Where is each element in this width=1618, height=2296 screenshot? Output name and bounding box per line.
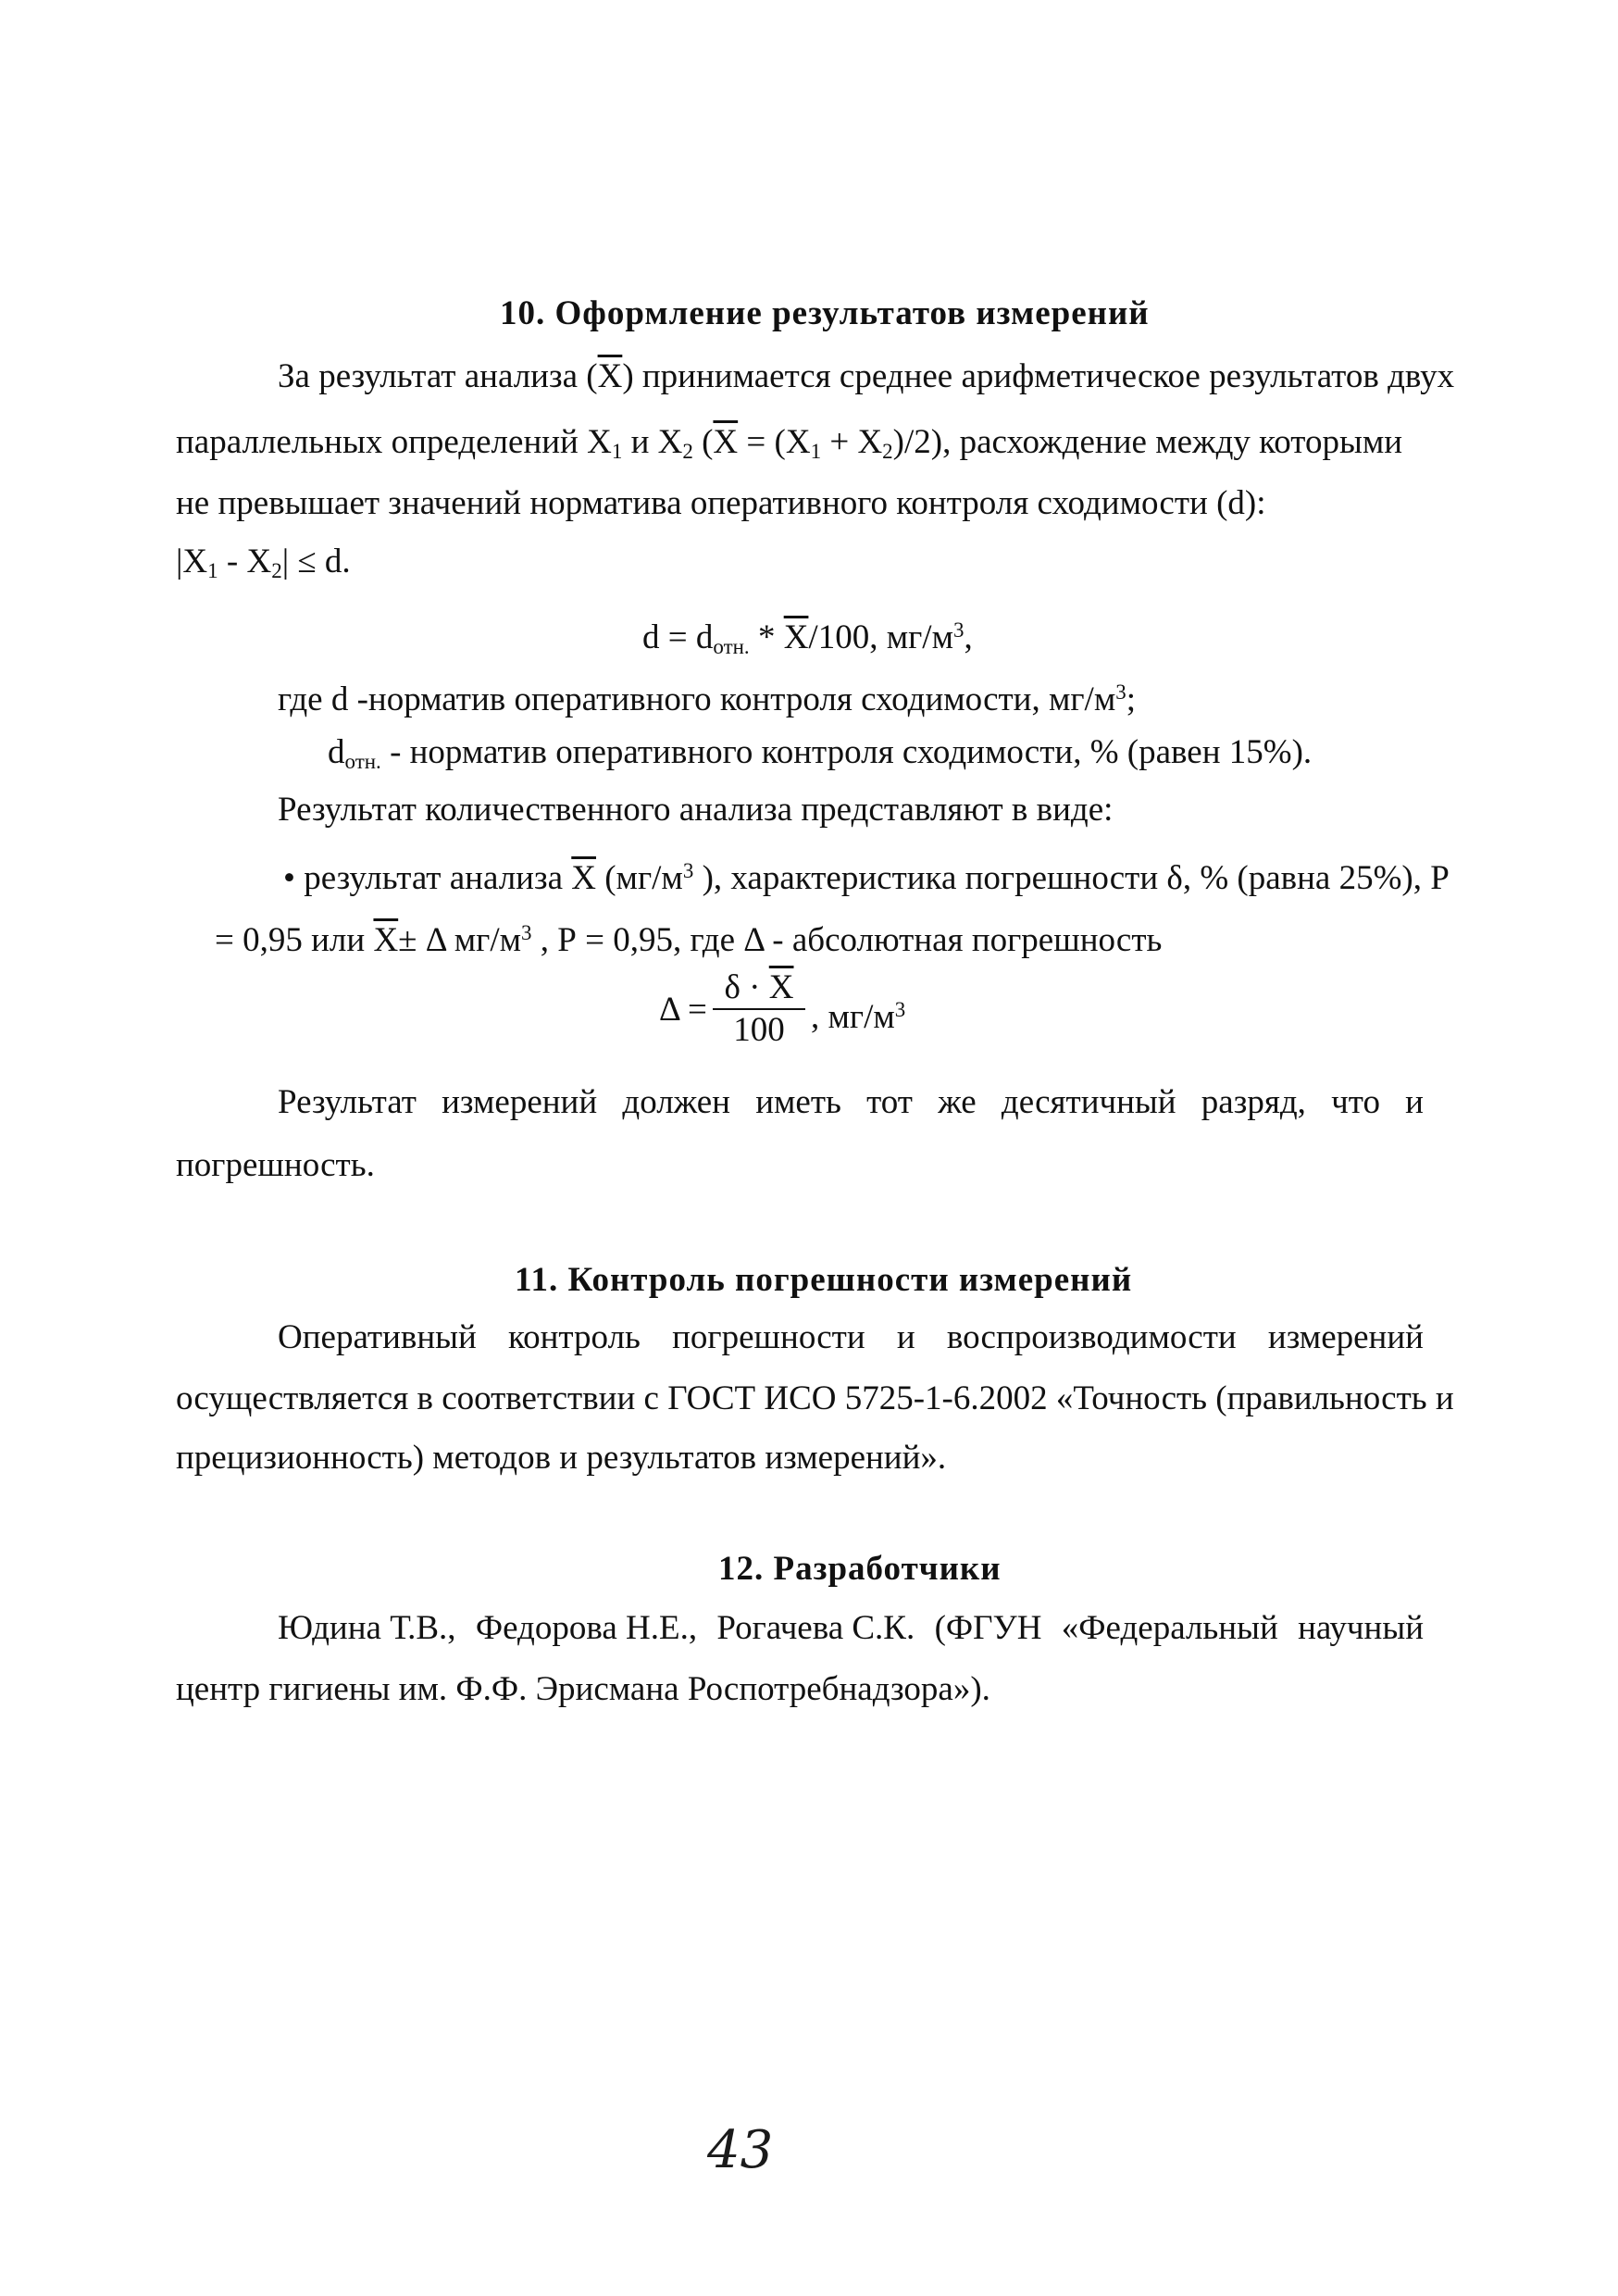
s11-line-1: Оперативный контроль погрешности и воспроизводимости измерений bbox=[278, 1318, 1424, 1356]
s11-line-2: осуществляется в соответствии с ГОСТ ИСО 5725-1-6.2002 «Точность (правильность и bbox=[176, 1379, 1454, 1417]
fraction-numerator: $\delta \cdot \overline{X}$ bbox=[713, 967, 805, 1010]
section-12-title: 12. Разработчики bbox=[718, 1550, 1002, 1588]
formula-delta-fraction bbox=[713, 967, 805, 1051]
decimal-rank-line-1: Результат измерений должен иметь тот же десятичный разряд, что и bbox=[278, 1083, 1424, 1121]
s10-paragraph-line-3: не превышает значений норматива оперативного контроля сходимости (d): bbox=[176, 484, 1266, 522]
fraction-denominator: 100 bbox=[733, 1011, 785, 1049]
where-d-definition: где d -норматив оперативного контроля сходимости, $мг/м^3$; bbox=[278, 680, 1137, 718]
formula-delta-lhs: Δ = bbox=[659, 991, 707, 1029]
section-10-title: 10. Оформление результатов измерений bbox=[500, 294, 1150, 332]
result-form-bullet: • результат анализа $\overline{X}$ ($мг/м^3$ ), характеристика погрешности δ, % (равна 25%), Р bbox=[283, 859, 1450, 897]
s12-line-2: центр гигиены им. Ф.Ф. Эрисмана Роспотребнадзора»). bbox=[176, 1670, 990, 1708]
formula-delta-unit: , $мг/м^3$ bbox=[811, 998, 906, 1036]
decimal-rank-line-2: погрешность. bbox=[176, 1146, 375, 1184]
result-form-bullet-cont: = 0,95 или $\overline{X}\pm \Delta$ $мг/м^3$ , Р = 0,95, где Δ - абсолютная погрешность bbox=[215, 921, 1163, 959]
result-form-intro: Результат количественного анализа представляют в виде: bbox=[278, 791, 1114, 829]
formula-d: $d = d_{отн.} * \overline{X}/100$, $мг/м^3$, bbox=[642, 618, 973, 658]
s12-line-1: Юдина Т.В., Федорова Н.Е., Рогачева С.К. (ФГУН «Федеральный научный bbox=[278, 1609, 1424, 1647]
section-11-title: 11. Контроль погрешности измерений bbox=[515, 1261, 1133, 1299]
s11-line-3: прецизионность) методов и результатов измерений». bbox=[176, 1439, 947, 1477]
page-number: 43 bbox=[707, 2120, 774, 2180]
s10-paragraph-line-2: параллельных определений $X_1$ и $X_2$ $(\overline{X} = (X_1 + X_2)/2)$, расхождение между которыми bbox=[176, 423, 1403, 463]
s10-inequality: $|X_1 - X_2| \le d$. bbox=[176, 543, 351, 582]
s10-paragraph-line-1: За результат анализа $(\overline{X})$ принимается среднее арифметическое результатов двух bbox=[278, 357, 1455, 395]
d-rel-definition: $d_{отн.}$ - норматив оперативного контроля сходимости, % (равен 15%). bbox=[328, 733, 1313, 773]
